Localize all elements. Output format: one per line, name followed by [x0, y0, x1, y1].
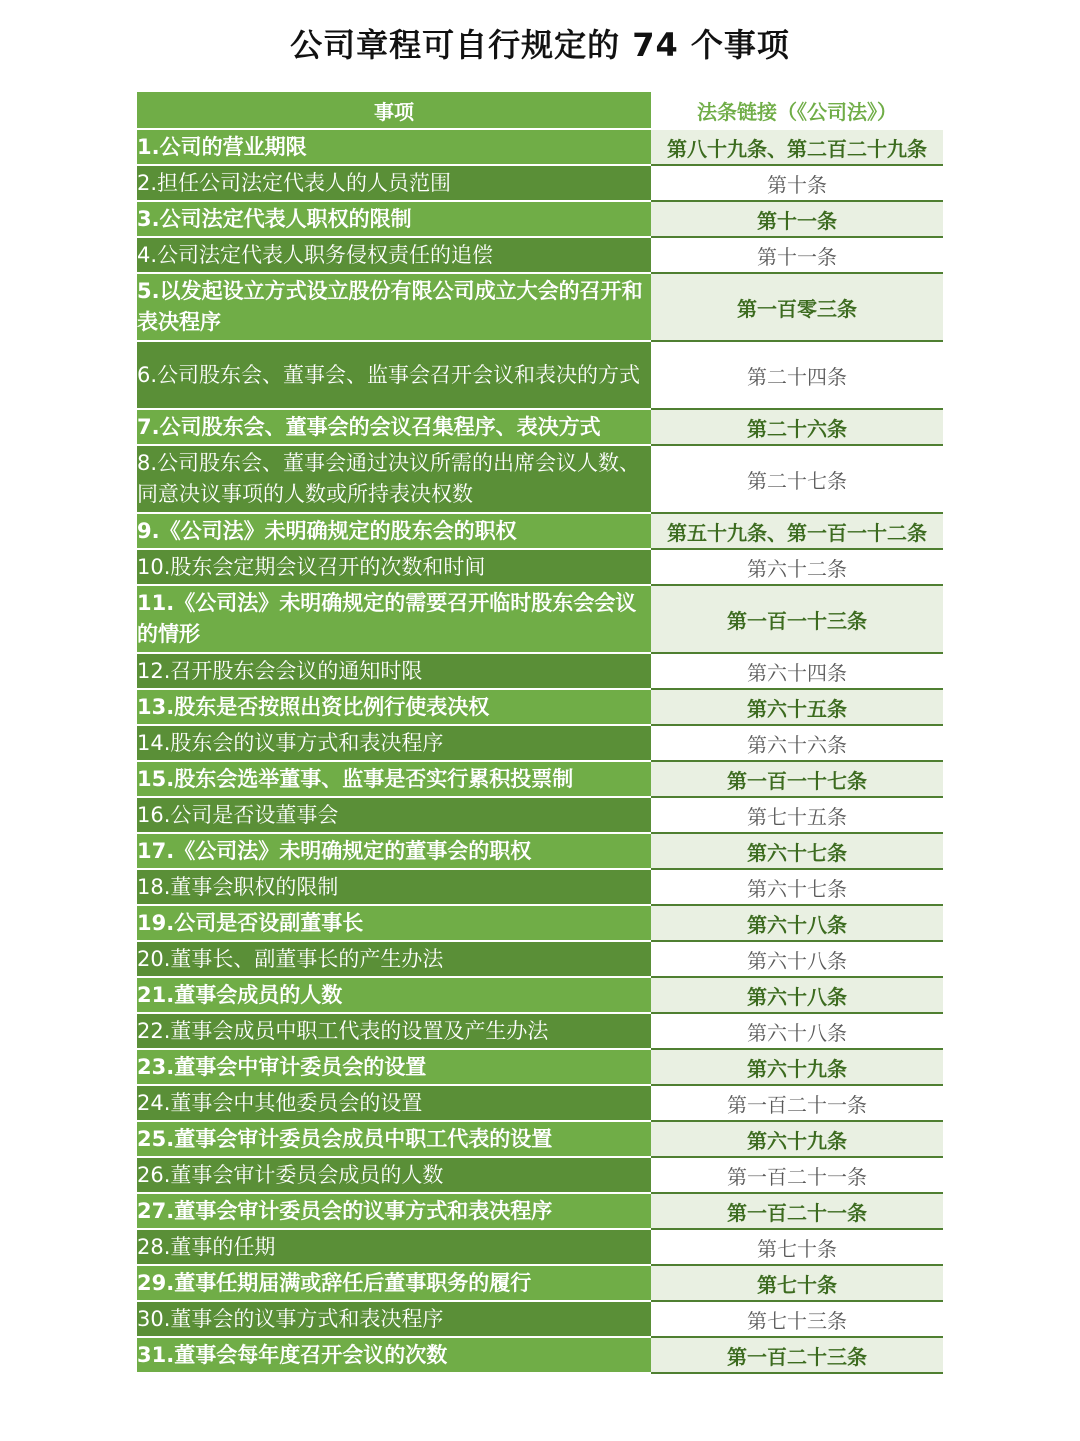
- item-cell: 11.《公司法》未明确规定的需要召开临时股东会会议的情形: [137, 585, 651, 653]
- table-row: [137, 1265, 943, 1301]
- header-item: 事项: [137, 92, 651, 129]
- item-cell: 27.董事会审计委员会的议事方式和表决程序: [137, 1193, 651, 1229]
- law-cell: 第六十八条: [651, 1013, 943, 1049]
- item-cell: 26.董事会审计委员会成员的人数: [137, 1157, 651, 1193]
- table-row: [137, 1157, 943, 1193]
- table-row: [137, 941, 943, 977]
- item-cell: 7.公司股东会、董事会的会议召集程序、表决方式: [137, 409, 651, 445]
- header-law: 法条链接（《公司法》）: [651, 92, 943, 129]
- law-cell: 第七十三条: [651, 1301, 943, 1337]
- law-cell: 第七十五条: [651, 797, 943, 833]
- item-cell: 21.董事会成员的人数: [137, 977, 651, 1013]
- law-cell: 第一百二十一条: [651, 1193, 943, 1229]
- law-cell: 第六十七条: [651, 869, 943, 905]
- law-cell: 第十一条: [651, 201, 943, 237]
- table-row: [137, 977, 943, 1013]
- item-cell: 31.董事会每年度召开会议的次数: [137, 1337, 651, 1373]
- table-row: [137, 549, 943, 585]
- table-row: [137, 585, 943, 653]
- table-row: [137, 1049, 943, 1085]
- item-cell: 12.召开股东会会议的通知时限: [137, 653, 651, 689]
- table-row: [137, 273, 943, 341]
- law-cell: 第六十九条: [651, 1049, 943, 1085]
- table-row: [137, 1229, 943, 1265]
- item-cell: 5.以发起设立方式设立股份有限公司成立大会的召开和表决程序: [137, 273, 651, 341]
- item-cell: 23.董事会中审计委员会的设置: [137, 1049, 651, 1085]
- item-cell: 30.董事会的议事方式和表决程序: [137, 1301, 651, 1337]
- table-row: [137, 129, 943, 165]
- item-cell: 28.董事的任期: [137, 1229, 651, 1265]
- law-cell: 第七十条: [651, 1265, 943, 1301]
- law-cell: 第一百一十七条: [651, 761, 943, 797]
- table-row: [137, 165, 943, 201]
- item-cell: 15.股东会选举董事、监事是否实行累积投票制: [137, 761, 651, 797]
- law-cell: 第六十八条: [651, 977, 943, 1013]
- table-row: [137, 513, 943, 549]
- law-cell: 第一百二十一条: [651, 1085, 943, 1121]
- item-cell: 2.担任公司法定代表人的人员范围: [137, 165, 651, 201]
- item-cell: 19.公司是否设副董事长: [137, 905, 651, 941]
- law-cell: 第一百二十一条: [651, 1157, 943, 1193]
- law-cell: 第十一条: [651, 237, 943, 273]
- law-cell: 第六十四条: [651, 653, 943, 689]
- item-cell: 14.股东会的议事方式和表决程序: [137, 725, 651, 761]
- table-row: [137, 237, 943, 273]
- table-row: [137, 409, 943, 445]
- table-row: [137, 905, 943, 941]
- item-cell: 25.董事会审计委员会成员中职工代表的设置: [137, 1121, 651, 1157]
- table-row: [137, 761, 943, 797]
- table-row: [137, 1301, 943, 1337]
- table-row: [137, 1085, 943, 1121]
- item-cell: 3.公司法定代表人职权的限制: [137, 201, 651, 237]
- item-cell: 8.公司股东会、董事会通过决议所需的出席会议人数、同意决议事项的人数或所持表决权数: [137, 445, 651, 513]
- table-row: [137, 445, 943, 513]
- item-cell: 24.董事会中其他委员会的设置: [137, 1085, 651, 1121]
- item-cell: 20.董事长、副董事长的产生办法: [137, 941, 651, 977]
- law-cell: 第二十七条: [651, 445, 943, 513]
- law-cell: 第六十二条: [651, 549, 943, 585]
- item-cell: 17.《公司法》未明确规定的董事会的职权: [137, 833, 651, 869]
- table-row: [137, 1193, 943, 1229]
- law-cell: 第一百零三条: [651, 273, 943, 341]
- law-cell: 第十条: [651, 165, 943, 201]
- table-row: [137, 725, 943, 761]
- law-cell: 第六十八条: [651, 941, 943, 977]
- page-title: 公司章程可自行规定的 74 个事项: [290, 26, 790, 64]
- item-cell: 16.公司是否设董事会: [137, 797, 651, 833]
- law-cell: 第一百二十三条: [651, 1337, 943, 1373]
- item-cell: 13.股东是否按照出资比例行使表决权: [137, 689, 651, 725]
- law-cell: 第六十七条: [651, 833, 943, 869]
- law-cell: 第五十九条、第一百一十二条: [651, 513, 943, 549]
- law-cell: 第六十五条: [651, 689, 943, 725]
- item-cell: 4.公司法定代表人职务侵权责任的追偿: [137, 237, 651, 273]
- item-cell: 9.《公司法》未明确规定的股东会的职权: [137, 513, 651, 549]
- law-cell: 第六十九条: [651, 1121, 943, 1157]
- table-header-row: [137, 92, 943, 129]
- table-row: [137, 653, 943, 689]
- law-cell: 第二十六条: [651, 409, 943, 445]
- item-cell: 1.公司的营业期限: [137, 129, 651, 165]
- law-cell: 第一百一十三条: [651, 585, 943, 653]
- law-cell: 第六十八条: [651, 905, 943, 941]
- law-cell: 第七十条: [651, 1229, 943, 1265]
- table-row: [137, 1337, 943, 1373]
- table-row: [137, 1013, 943, 1049]
- item-cell: 22.董事会成员中职工代表的设置及产生办法: [137, 1013, 651, 1049]
- item-cell: 10.股东会定期会议召开的次数和时间: [137, 549, 651, 585]
- table-row: [137, 833, 943, 869]
- table-row: [137, 1121, 943, 1157]
- item-cell: 18.董事会职权的限制: [137, 869, 651, 905]
- law-cell: 第六十六条: [651, 725, 943, 761]
- table-row: [137, 689, 943, 725]
- matters-table: [137, 92, 943, 1374]
- table-row: [137, 797, 943, 833]
- law-cell: 第八十九条、第二百二十九条: [651, 129, 943, 165]
- table-row: [137, 869, 943, 905]
- table-row: [137, 201, 943, 237]
- table-row: [137, 341, 943, 409]
- law-cell: 第二十四条: [651, 341, 943, 409]
- item-cell: 29.董事任期届满或辞任后董事职务的履行: [137, 1265, 651, 1301]
- item-cell: 6.公司股东会、董事会、监事会召开会议和表决的方式: [137, 341, 651, 409]
